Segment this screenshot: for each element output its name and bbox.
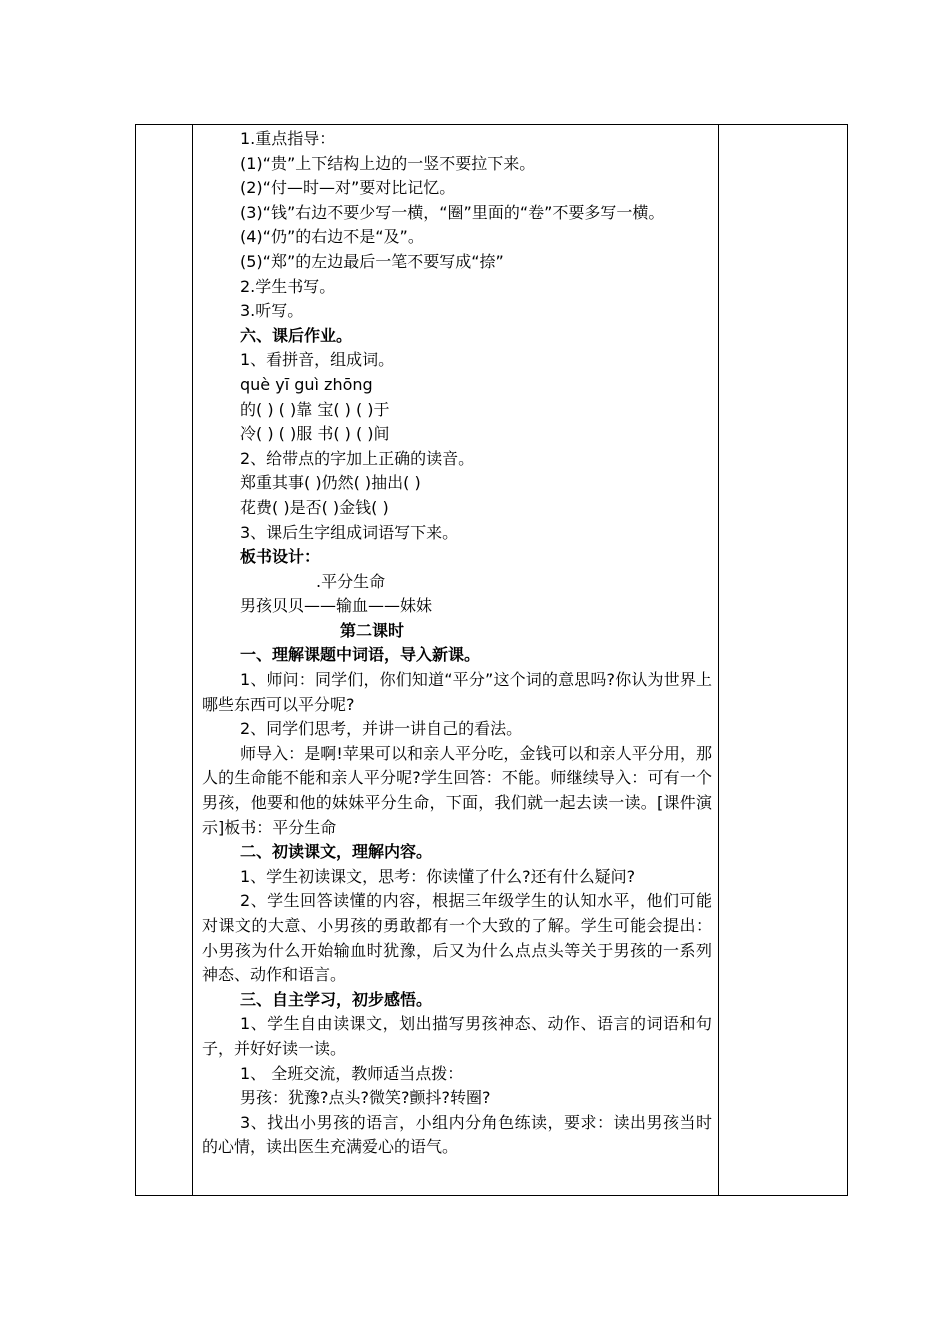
content-line: 冷( ) ( )服 书( ) ( )间 bbox=[240, 424, 390, 444]
content-line: 的( ) ( )靠 宝( ) ( )于 bbox=[240, 399, 390, 419]
content-line: 花费( )是否( )金钱( ) bbox=[240, 497, 389, 517]
content-line: 郑重其事( )仍然( )抽出( ) bbox=[240, 473, 421, 493]
content-line: 1、学生自由读课文，划出描写男孩神态、动作、语言的词语和句子，并好好读一读。 bbox=[202, 1014, 712, 1058]
content-line: 男孩贝贝——输血——妹妹 bbox=[240, 596, 433, 616]
content-line: 2、给带点的字加上正确的读音。 bbox=[240, 448, 475, 468]
content-line: 一、理解课题中词语，导入新课。 bbox=[240, 645, 481, 665]
content-line: 1、 全班交流，教师适当点拨： bbox=[240, 1063, 464, 1083]
lesson-content bbox=[202, 127, 712, 1160]
content-line: 3.听写。 bbox=[240, 301, 304, 321]
content-line: 第二课时 bbox=[340, 620, 405, 640]
content-line: 男孩：犹豫?点头?微笑?颤抖?转圈? bbox=[240, 1088, 491, 1108]
content-line: 2、同学们思考，并讲一讲自己的看法。 bbox=[240, 719, 523, 739]
content-line: .平分生命 bbox=[316, 571, 386, 591]
content-line: 2、学生回答读懂的内容，根据三年级学生的认知水平，他们可能对课文的大意、小男孩的勇敢都有一个大致的了解。学生可能会提出：小男孩为什么开始输血时犹豫，后又为什么点点头等关于男孩的一系列神态、动作和语言。 bbox=[202, 891, 712, 985]
content-line: 1、看拼音，组成词。 bbox=[240, 350, 395, 370]
content-line: 1、师问：同学们，你们知道“平分”这个词的意思吗?你认为世界上哪些东西可以平分呢? bbox=[202, 670, 712, 714]
content-line: 二、初读课文，理解内容。 bbox=[240, 842, 433, 862]
content-line: 1、学生初读课文，思考：你读懂了什么?还有什么疑问? bbox=[240, 866, 636, 886]
content-line: 3、找出小男孩的语言，小组内分角色练读，要求：读出男孩当时的心情，读出医生充满爱心的语气。 bbox=[202, 1112, 712, 1157]
content-line: (5)“郑”的左边最后一笔不要写成“捺” bbox=[240, 251, 504, 271]
column-divider-1 bbox=[192, 125, 193, 1195]
content-line: 1.重点指导： bbox=[240, 129, 336, 148]
content-line: què yī guì zhōng bbox=[240, 374, 373, 394]
content-line: 3、课后生字组成词语写下来。 bbox=[240, 522, 459, 542]
content-line: (4)“仍”的右边不是“及”。 bbox=[240, 227, 424, 247]
column-divider-2 bbox=[718, 125, 719, 1195]
content-line: 六、课后作业。 bbox=[240, 325, 353, 345]
content-line: 师导入：是啊!苹果可以和亲人平分吃，金钱可以和亲人平分用，那人的生命能不能和亲人平分呢?学生回答：不能。师继续导入：可有一个男孩，他要和他的妹妹平分生命，下面，我们就一起去读一读。[课件演示]板书：平分生命 bbox=[202, 743, 712, 837]
content-line: 三、自主学习，初步感悟。 bbox=[240, 989, 433, 1009]
content-line: (1)“贵”上下结构上边的一竖不要拉下来。 bbox=[240, 153, 536, 173]
content-line: 2.学生书写。 bbox=[240, 276, 336, 296]
content-line: (3)“钱”右边不要少写一横，“圈”里面的“卷”不要多写一横。 bbox=[240, 202, 665, 222]
content-line: (2)“付—时—对”要对比记忆。 bbox=[240, 178, 456, 198]
content-line: 板书设计： bbox=[240, 547, 321, 567]
